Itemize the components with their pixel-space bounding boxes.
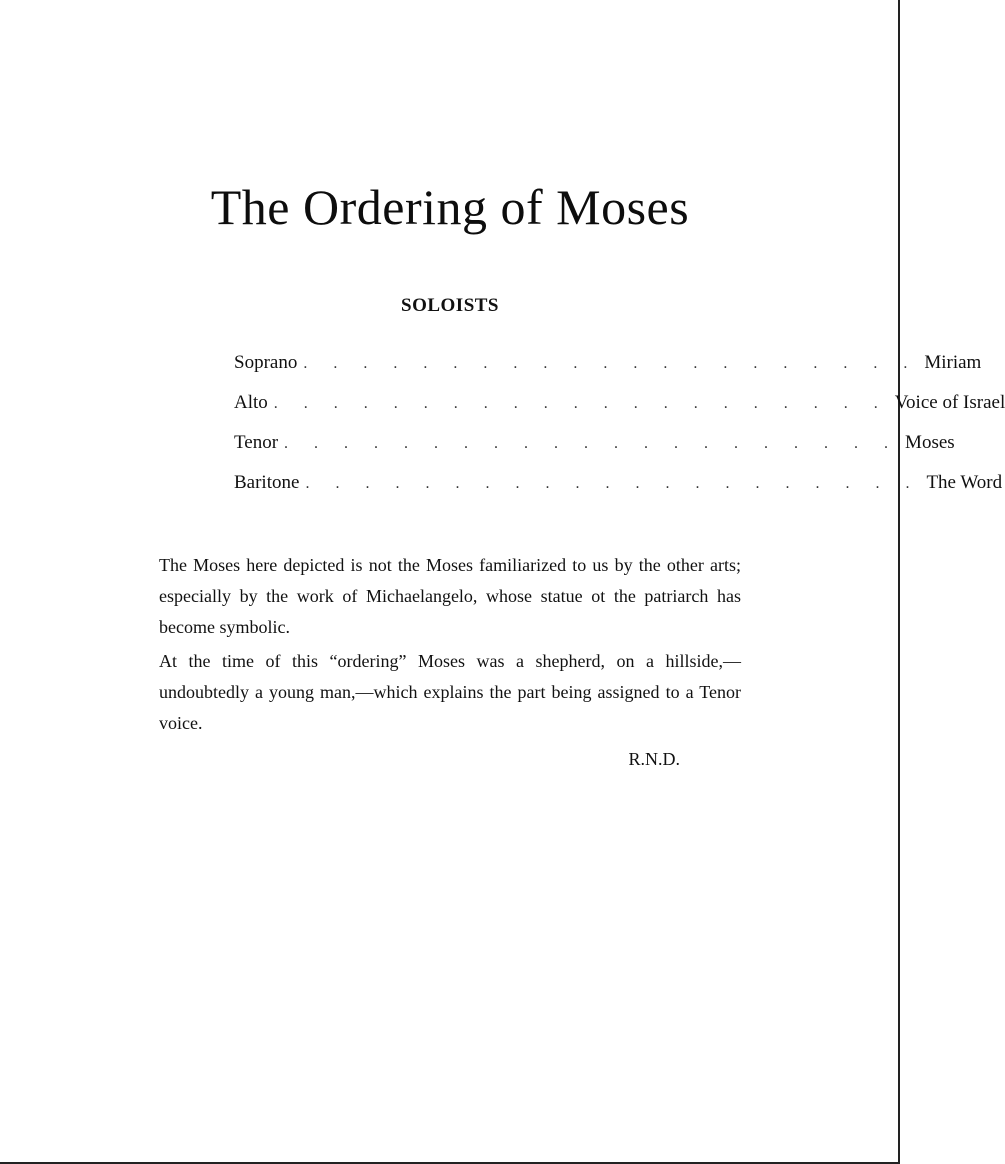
note-paragraph-1: The Moses here depicted is not the Moses familiarized to us by the other arts; especially by the work of Michaelangelo, whose statue ot the patriarch has become symbolic. (159, 555, 741, 637)
leader-dots: . . . . . . . . . . . . . . . . . . . . . (303, 355, 919, 372)
role-character: The Word (926, 472, 1003, 493)
role-row-soprano (234, 352, 982, 392)
role-row-baritone (234, 472, 1003, 512)
leader-dots: . . . . . . . . . . . . . . . . . . . . . (305, 475, 921, 492)
role-character: Miriam (924, 352, 982, 373)
program-notes (159, 550, 741, 742)
role-row-tenor (234, 432, 955, 472)
soloists-heading: SOLOISTS (401, 295, 499, 316)
role-voice: Tenor (234, 432, 279, 453)
role-voice: Alto (234, 392, 268, 413)
leader-dots: . . . . . . . . . . . . . . . . . . . . . (284, 435, 900, 452)
soloists-list (234, 352, 1005, 512)
note-paragraph-2: At the time of this “ordering” Moses was a shepherd, on a hillside,—undoubtedly a young man,—which explains the part being assigned to a Tenor voice. (159, 651, 741, 733)
role-voice: Soprano (234, 352, 298, 373)
role-row-alto (234, 392, 1005, 432)
leader-dots: . . . . . . . . . . . . . . . . . . . . . (273, 395, 889, 412)
role-character: Voice of Israel (894, 392, 1005, 413)
page-title: The Ordering of Moses (210, 179, 690, 235)
role-character: Moses (905, 432, 955, 453)
role-voice: Baritone (234, 472, 300, 493)
author-initials: R.N.D. (628, 749, 680, 769)
